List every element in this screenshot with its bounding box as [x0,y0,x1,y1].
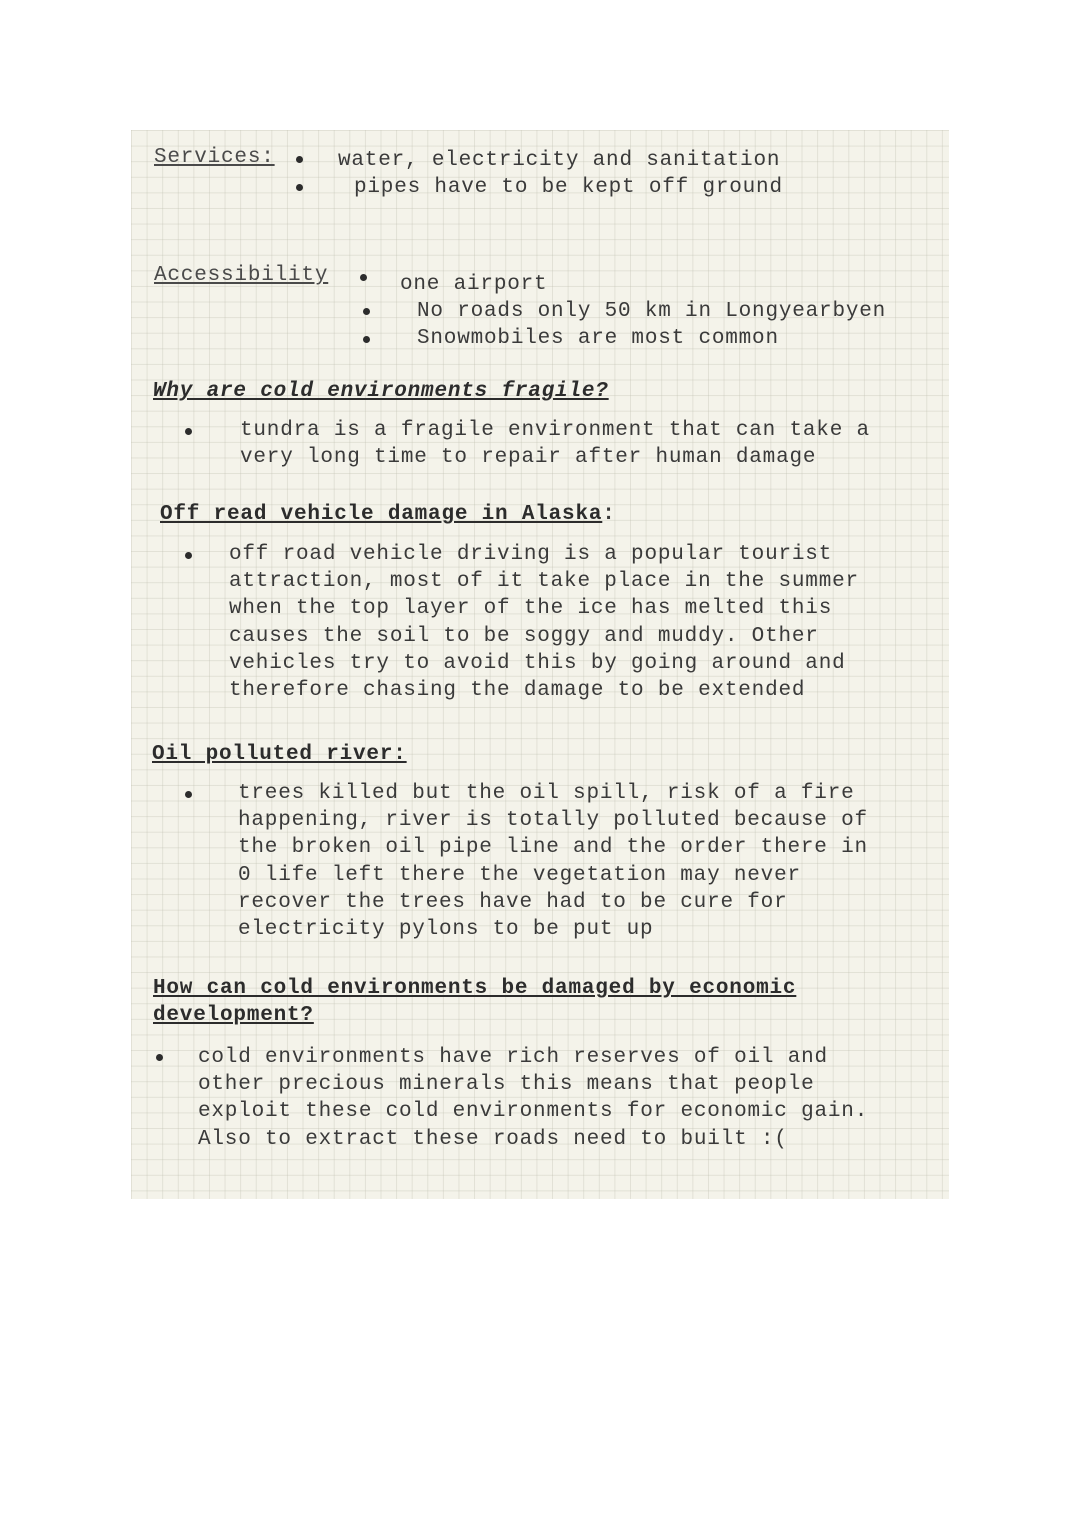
accessibility-item-1: one airport [400,273,548,296]
economic-heading-line-2: development? [153,1004,314,1027]
oil-text: trees killed but the oil spill, risk of a fire happening, river is totally polluted because of the broken oil pipe line and the order there in 0 life left there the vegetation may never recover the trees have had to be cure for electricity pylons to be put up [238,782,868,942]
bullet [185,791,192,798]
bullet [185,552,192,559]
fragile-text: tundra is a fragile environment that can take a very long time to repair after human damage [240,419,870,470]
bullet [363,336,370,343]
bullet [185,428,192,435]
offroad-heading-line [160,503,616,526]
services-label: Services: [154,146,275,169]
oil-heading: Oil polluted river: [152,743,407,766]
bullet [363,308,370,315]
notebook-page [131,130,949,1199]
accessibility-item-3: Snowmobiles are most common [417,327,779,350]
services-item-2: pipes have to be kept off ground [354,176,783,199]
fragile-heading: Why are cold environments fragile? [153,380,609,403]
bullet [296,156,303,163]
bullet [296,184,303,191]
offroad-colon: : [602,503,616,526]
economic-heading-line-1: How can cold environments be damaged by economic [153,977,797,1000]
economic-text: cold environments have rich reserves of oil and other precious minerals this means that people exploit these cold environments for economic gain. Also to extract these roads need to built :( [198,1046,869,1151]
offroad-heading: Off read vehicle damage in Alaska [160,503,603,526]
bullet [360,274,367,281]
services-item-1: water, electricity and sanitation [338,149,781,172]
offroad-text: off road vehicle driving is a popular tourist attraction, most of it take place in the summer when the top layer of the ice has melted this causes the soil to be soggy and muddy. Other vehicles try to avoid this by going around and therefore chasing the damage to be extended [229,543,859,703]
accessibility-label: Accessibility [154,264,329,287]
accessibility-item-2: No roads only 50 km in Longyearbyen [417,300,887,323]
bullet [156,1054,163,1061]
